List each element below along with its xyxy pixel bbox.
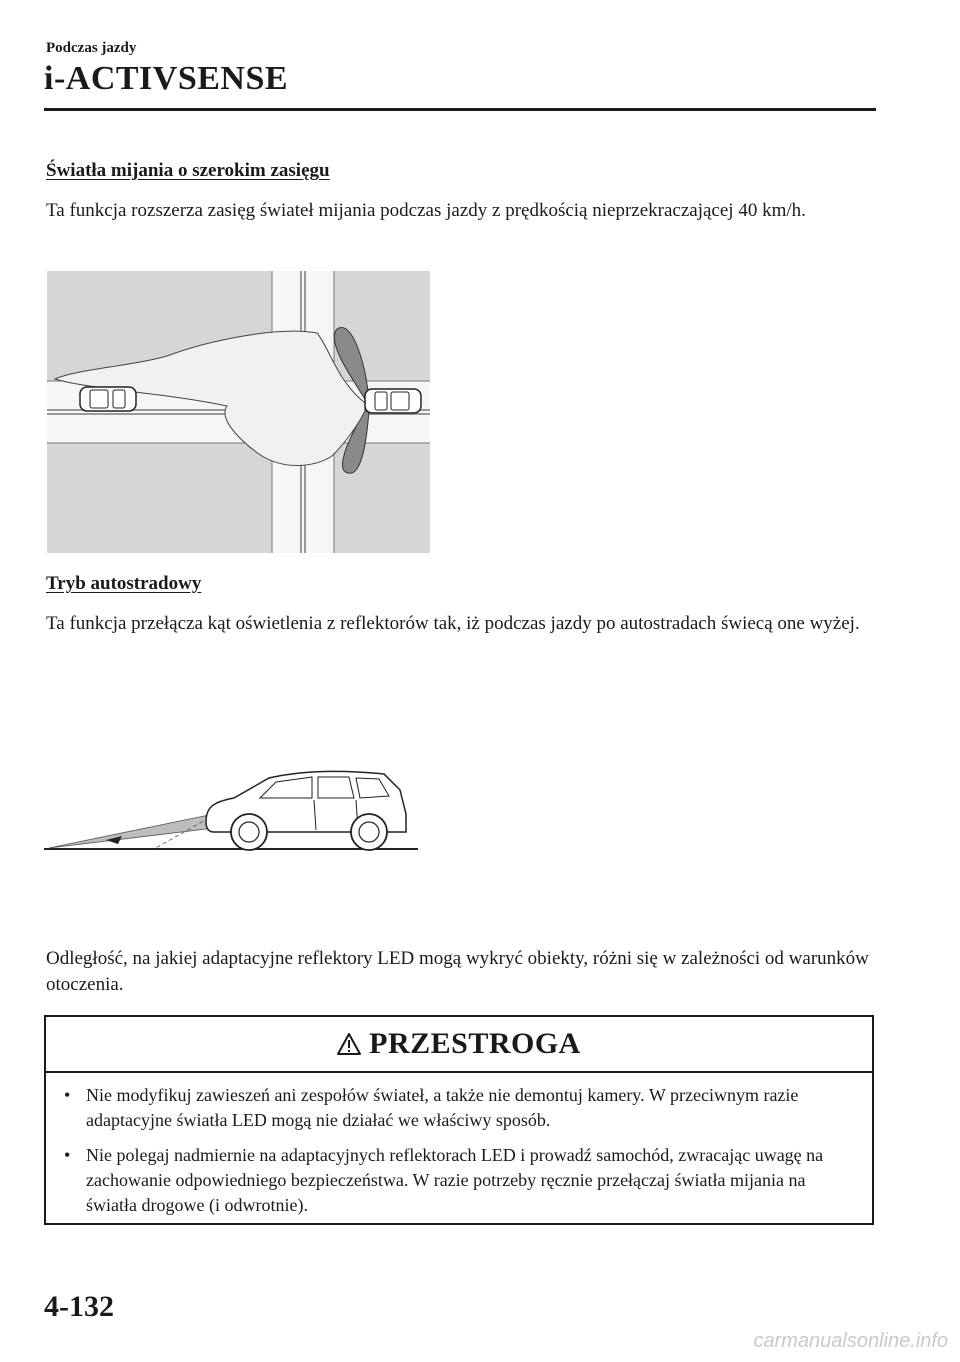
section-heading-wide-beam: Światła mijania o szerokim zasięgu (46, 160, 330, 181)
chapter-title: i-ACTIVSENSE (44, 60, 289, 97)
wide-beam-diagram (47, 271, 430, 553)
caution-title: PRZESTROGA (369, 1027, 581, 1060)
breadcrumb: Podczas jazdy (46, 40, 137, 56)
warning-triangle-icon (337, 1033, 361, 1055)
header-rule (44, 108, 876, 111)
caution-list (46, 1073, 872, 1218)
detection-note: Odległość, na jakiej adaptacyjne reflektory LED mogą wykryć obiekty, różni się w zależności od warunków otoczenia. (46, 948, 869, 995)
caution-box (44, 1015, 874, 1225)
caution-item: • Nie polegaj nadmiernie na adaptacyjnych reflektorach LED i prowadź samochód, zwracając uwagę na zachowanie odpowiedniego bezpieczeństwa. W razie potrzeby ręcznie przełączaj światła mijania na światła drogowe (i odwrotnie). (86, 1143, 858, 1218)
section-text-highway: Ta funkcja przełącza kąt oświetlenia z reflektorów tak, iż podczas jazdy po autostradach świecą one wyżej. (46, 613, 860, 634)
section-heading-highway: Tryb autostradowy (46, 573, 202, 594)
highway-mode-diagram (44, 760, 420, 856)
page-number: 4-132 (44, 1290, 114, 1323)
caution-item: • Nie modyfikuj zawieszeń ani zespołów świateł, a także nie demontuj kamery. W przeciwnym razie adaptacyjne światła LED mogą nie działać we właściwy sposób. (86, 1083, 858, 1133)
caution-header (46, 1017, 872, 1073)
section-text-wide-beam: Ta funkcja rozszerza zasięg świateł mijania podczas jazdy z prędkością nieprzekraczającej 40 km/h. (46, 200, 806, 221)
footer-watermark: carmanualsonline.info (753, 1330, 948, 1352)
